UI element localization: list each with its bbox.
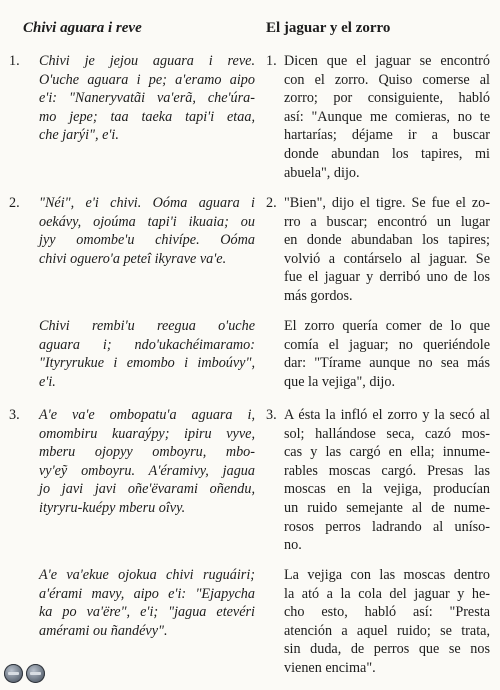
text-line: abuela", dijo.: [284, 164, 360, 181]
text-line: e'i.: [39, 373, 56, 390]
paragraph-number: 1.: [9, 53, 20, 69]
text-line: más gordos.: [284, 287, 353, 304]
text-line: ityryru-kuépy mberu oîvy.: [39, 499, 186, 516]
spanish-title: El jaguar y el zorro: [266, 20, 391, 36]
guarani-title: Chivi aguara i reve: [23, 20, 142, 36]
text-line: ka po va'ëre", e'i; "jagua etevéri: [39, 604, 255, 621]
spanish-paragraph-3: [266, 406, 490, 555]
guarani-column: [9, 18, 255, 639]
text-line: dar: "Tírame aunque no sea más: [284, 355, 490, 372]
text-line: jo javi javi oñe'ëvarami oñendu,: [39, 481, 255, 498]
text-line: zorro; por consiguiente, habló: [284, 90, 490, 107]
text-line: rosos perros ladrando al uníso-: [284, 518, 490, 535]
text-line: hartarías; déjame ir a buscar: [284, 127, 490, 144]
paragraph-number: 1.: [266, 53, 277, 69]
spanish-column: [266, 18, 490, 676]
text-line: rables moscas cargó. Presas las: [284, 462, 490, 479]
paragraph-number: 2.: [266, 195, 277, 211]
text-line: donde abundan los tapires, mi: [284, 145, 490, 162]
guarani-paragraph-3: [9, 406, 255, 518]
text-line: así: "Aunque me comieras, no te: [284, 108, 490, 125]
text-line: oekávy, ojoúma tapi'i ikuaia; ou: [39, 213, 255, 230]
text-line: "Bien", dijo el tigre. Se fue el zo-: [284, 195, 490, 211]
text-line: vy'eỹ omboyru. A'éramivy, jagua: [39, 462, 255, 479]
text-line: cas y las cargó en ella; innume-: [284, 444, 490, 461]
text-line: A'e va'ekue ojokua chivi ruguáiri;: [39, 567, 255, 583]
spanish-paragraph-2: [266, 194, 490, 306]
text-line: El zorro quería comer de lo que: [284, 318, 490, 334]
text-line: vienen encima".: [284, 659, 376, 676]
paragraph-number: 3.: [9, 407, 20, 423]
text-line: sin duda, de perros que se nos: [284, 641, 490, 658]
text-line: jyy omombe'u chivípe. Oóma: [39, 232, 255, 249]
text-line: e'i: "Naneryvatãi va'erã, che'úra-: [39, 90, 255, 107]
text-line: mo jepe; taa taeka tapi'i etaa,: [39, 108, 255, 125]
text-line: un ruido semejante al de nume-: [284, 499, 490, 516]
text-line: fue el jaguar y derribó uno de los: [284, 269, 490, 286]
text-line: chivi oguero'a peteî ikyrave va'e.: [39, 250, 227, 267]
text-line: moscas en la vejiga, producían: [284, 481, 490, 498]
spanish-paragraph-2b: [266, 317, 490, 391]
text-line: A ésta la infló el zorro y la secó al: [284, 407, 490, 423]
text-line: la ató a la cola del jaguar y he-: [284, 585, 490, 602]
text-line: O'uche aguara i pe; a'eramo aipo: [39, 71, 255, 88]
spanish-paragraph-3b: [266, 566, 490, 678]
text-line: en donde abundaban los tapires;: [284, 232, 490, 249]
text-line: omombiru kuaraýpy; ipiru vyve,: [39, 425, 255, 442]
text-line: aguara i; ndo'ukachéimaramo:: [39, 336, 255, 353]
text-line: "Néi", e'i chivi. Oóma aguara i: [39, 195, 255, 211]
spanish-paragraph-1: [266, 52, 490, 182]
text-line: atención a aquel ruido; se trata,: [284, 622, 490, 639]
paragraph-number: 2.: [9, 195, 20, 211]
text-line: rro a buscar; encontró un lugar: [284, 213, 490, 230]
text-line: La vejiga con las moscas dentro: [284, 567, 490, 583]
guarani-paragraph-3b: [9, 566, 255, 640]
text-line: con el zorro. Quiso comerse al: [284, 71, 490, 88]
text-line: Dicen que el jaguar se encontró: [284, 53, 490, 69]
coin-icon: [26, 664, 45, 683]
paragraph-number: 3.: [266, 407, 277, 423]
text-line: che jarýi", e'i.: [39, 127, 119, 144]
text-line: cho esto, habló así: "Presta: [284, 604, 490, 621]
text-line: amérami ou ñandévy".: [39, 622, 168, 639]
text-line: Chivi je jejou aguara i reve.: [39, 53, 255, 69]
text-line: que la vejiga", dijo.: [284, 373, 395, 390]
guarani-paragraph-2b: [9, 317, 255, 391]
guarani-paragraph-2: [9, 194, 255, 268]
text-line: mberu ojopyy omboyru, mbo-: [39, 444, 255, 461]
footer-badges: [4, 664, 45, 683]
text-line: sol; hallándose seca, cazó mos-: [284, 425, 490, 442]
text-line: Chivi rembi'u reegua o'uche: [39, 318, 255, 334]
text-line: volvió a contárselo al jaguar. Se: [284, 250, 490, 267]
text-line: "Ityryrukue i emombo i imboúvy",: [39, 355, 255, 372]
text-line: A'e va'e ombopatu'a aguara i,: [39, 407, 255, 423]
text-line: a'érami mavy, aipo e'i: "Ejapycha: [39, 585, 255, 602]
text-line: comía el jaguar; no queriéndole: [284, 336, 490, 353]
text-line: no.: [284, 537, 302, 554]
coin-icon: [4, 664, 23, 683]
guarani-paragraph-1: [9, 52, 255, 145]
